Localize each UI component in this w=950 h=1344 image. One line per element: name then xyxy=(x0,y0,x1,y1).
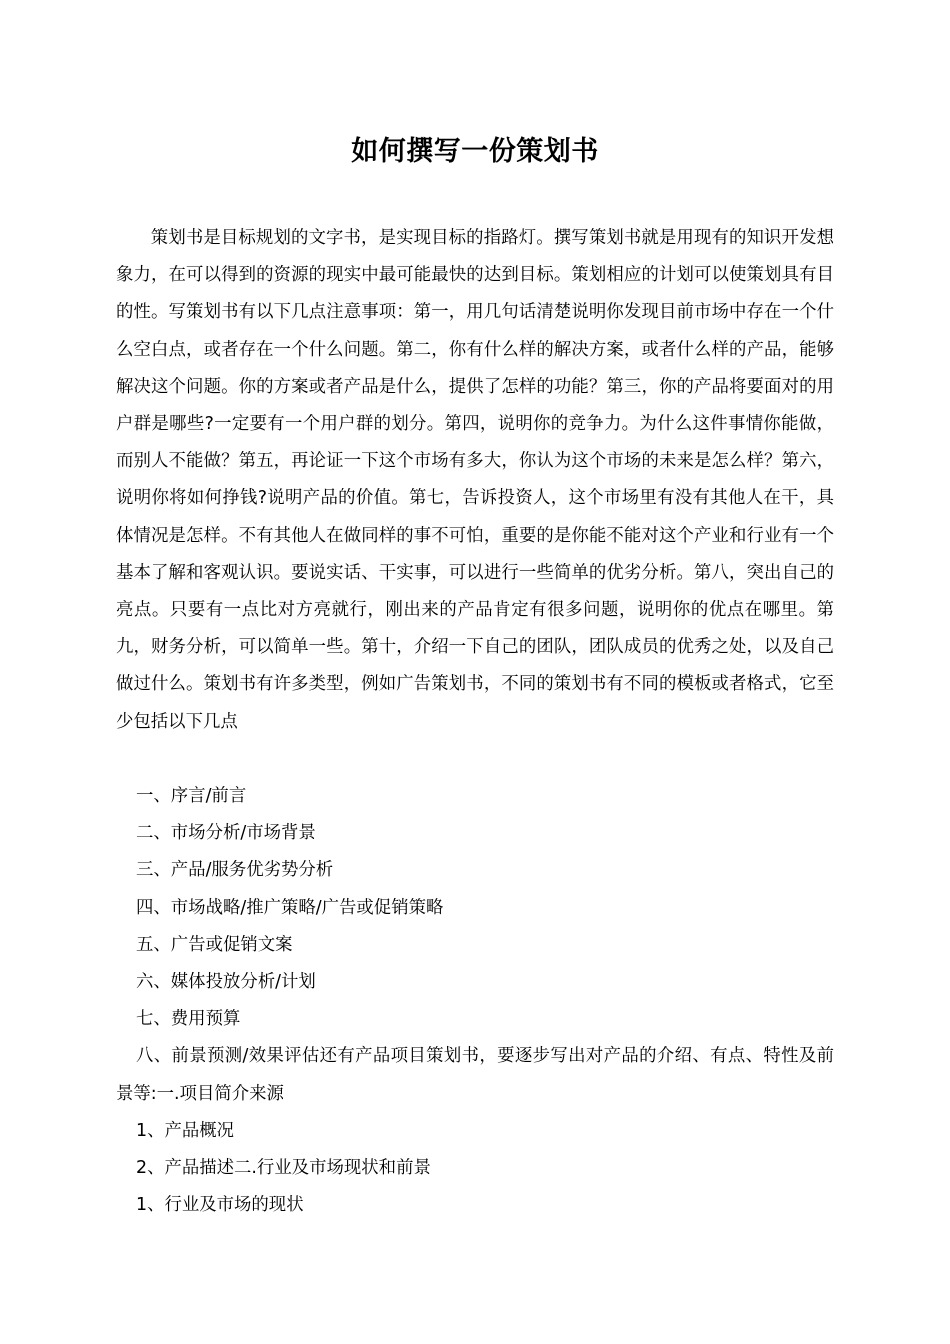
list-item: 1、产品概况 xyxy=(136,1120,235,1141)
list-item: 三、产品/服务优劣势分析 xyxy=(136,860,334,881)
list-item: 五、广告或促销文案 xyxy=(136,934,293,955)
list-item: 二、市场分析/市场背景 xyxy=(136,823,316,844)
list-item: 七、费用预算 xyxy=(136,1009,241,1030)
list-item: 一、序言/前言 xyxy=(136,786,247,806)
list-item: 2、产品描述二.行业及市场现状和前景 xyxy=(136,1158,431,1179)
list-item: 1、行业及市场的现状 xyxy=(136,1195,304,1216)
list-item: 四、市场战略/推广策略/广告或促销策略 xyxy=(136,897,444,918)
document-title: 如何撰写一份策划书 xyxy=(351,136,599,167)
list-item: 六、媒体投放分析/计划 xyxy=(136,972,316,993)
outline-list xyxy=(116,778,834,1224)
list-item: 八、前景预测/效果评估还有产品项目策划书，要逐步写出对产品的介绍、有点、特性及前景等:一.项目简介来源 xyxy=(116,1046,834,1104)
intro-paragraph: 策划书是目标规划的文字书，是实现目标的指路灯。撰写策划书就是用现有的知识开发想象力，在可以得到的资源的现实中最可能最快的达到目标。策划相应的计划可以使策划具有目的性。写策划书有以下几点注意事项：第一，用几句话清楚说明你发现目前市场中存在一个什么空白点，或者存在一个什么问题。第二，你有什么样的解决方案，或者什么样的产品，能够解决这个问题。你的方案或者产品是什么，提供了怎样的功能？第三，你的产品将要面对的用户群是哪些?一定要有一个用户群的划分。第四，说明你的竞争力。为什么这件事情你能做，而别人不能做？第五，再论证一下这个市场有多大，你认为这个市场的未来是怎么样？第六，说明你将如何挣钱?说明产品的价值。第七，告诉投资人，这个市场里有没有其他人在干，具体情况是怎样。不有其他人在做同样的事不可怕，重要的是你能不能对这个产业和行业有一个基本了解和客观认识。要说实话、干实事，可以进行一些简单的优劣分析。第八，突出自己的亮点。只要有一点比对方亮就行，刚出来的产品肯定有很多问题，说明你的优点在哪里。第九，财务分析，可以简单一些。第十，介绍一下自己的团队，团队成员的优秀之处，以及自己做过什么。策划书有许多类型，例如广告策划书，不同的策划书有不同的模板或者格式，它至少包括以下几点 xyxy=(116,228,834,732)
